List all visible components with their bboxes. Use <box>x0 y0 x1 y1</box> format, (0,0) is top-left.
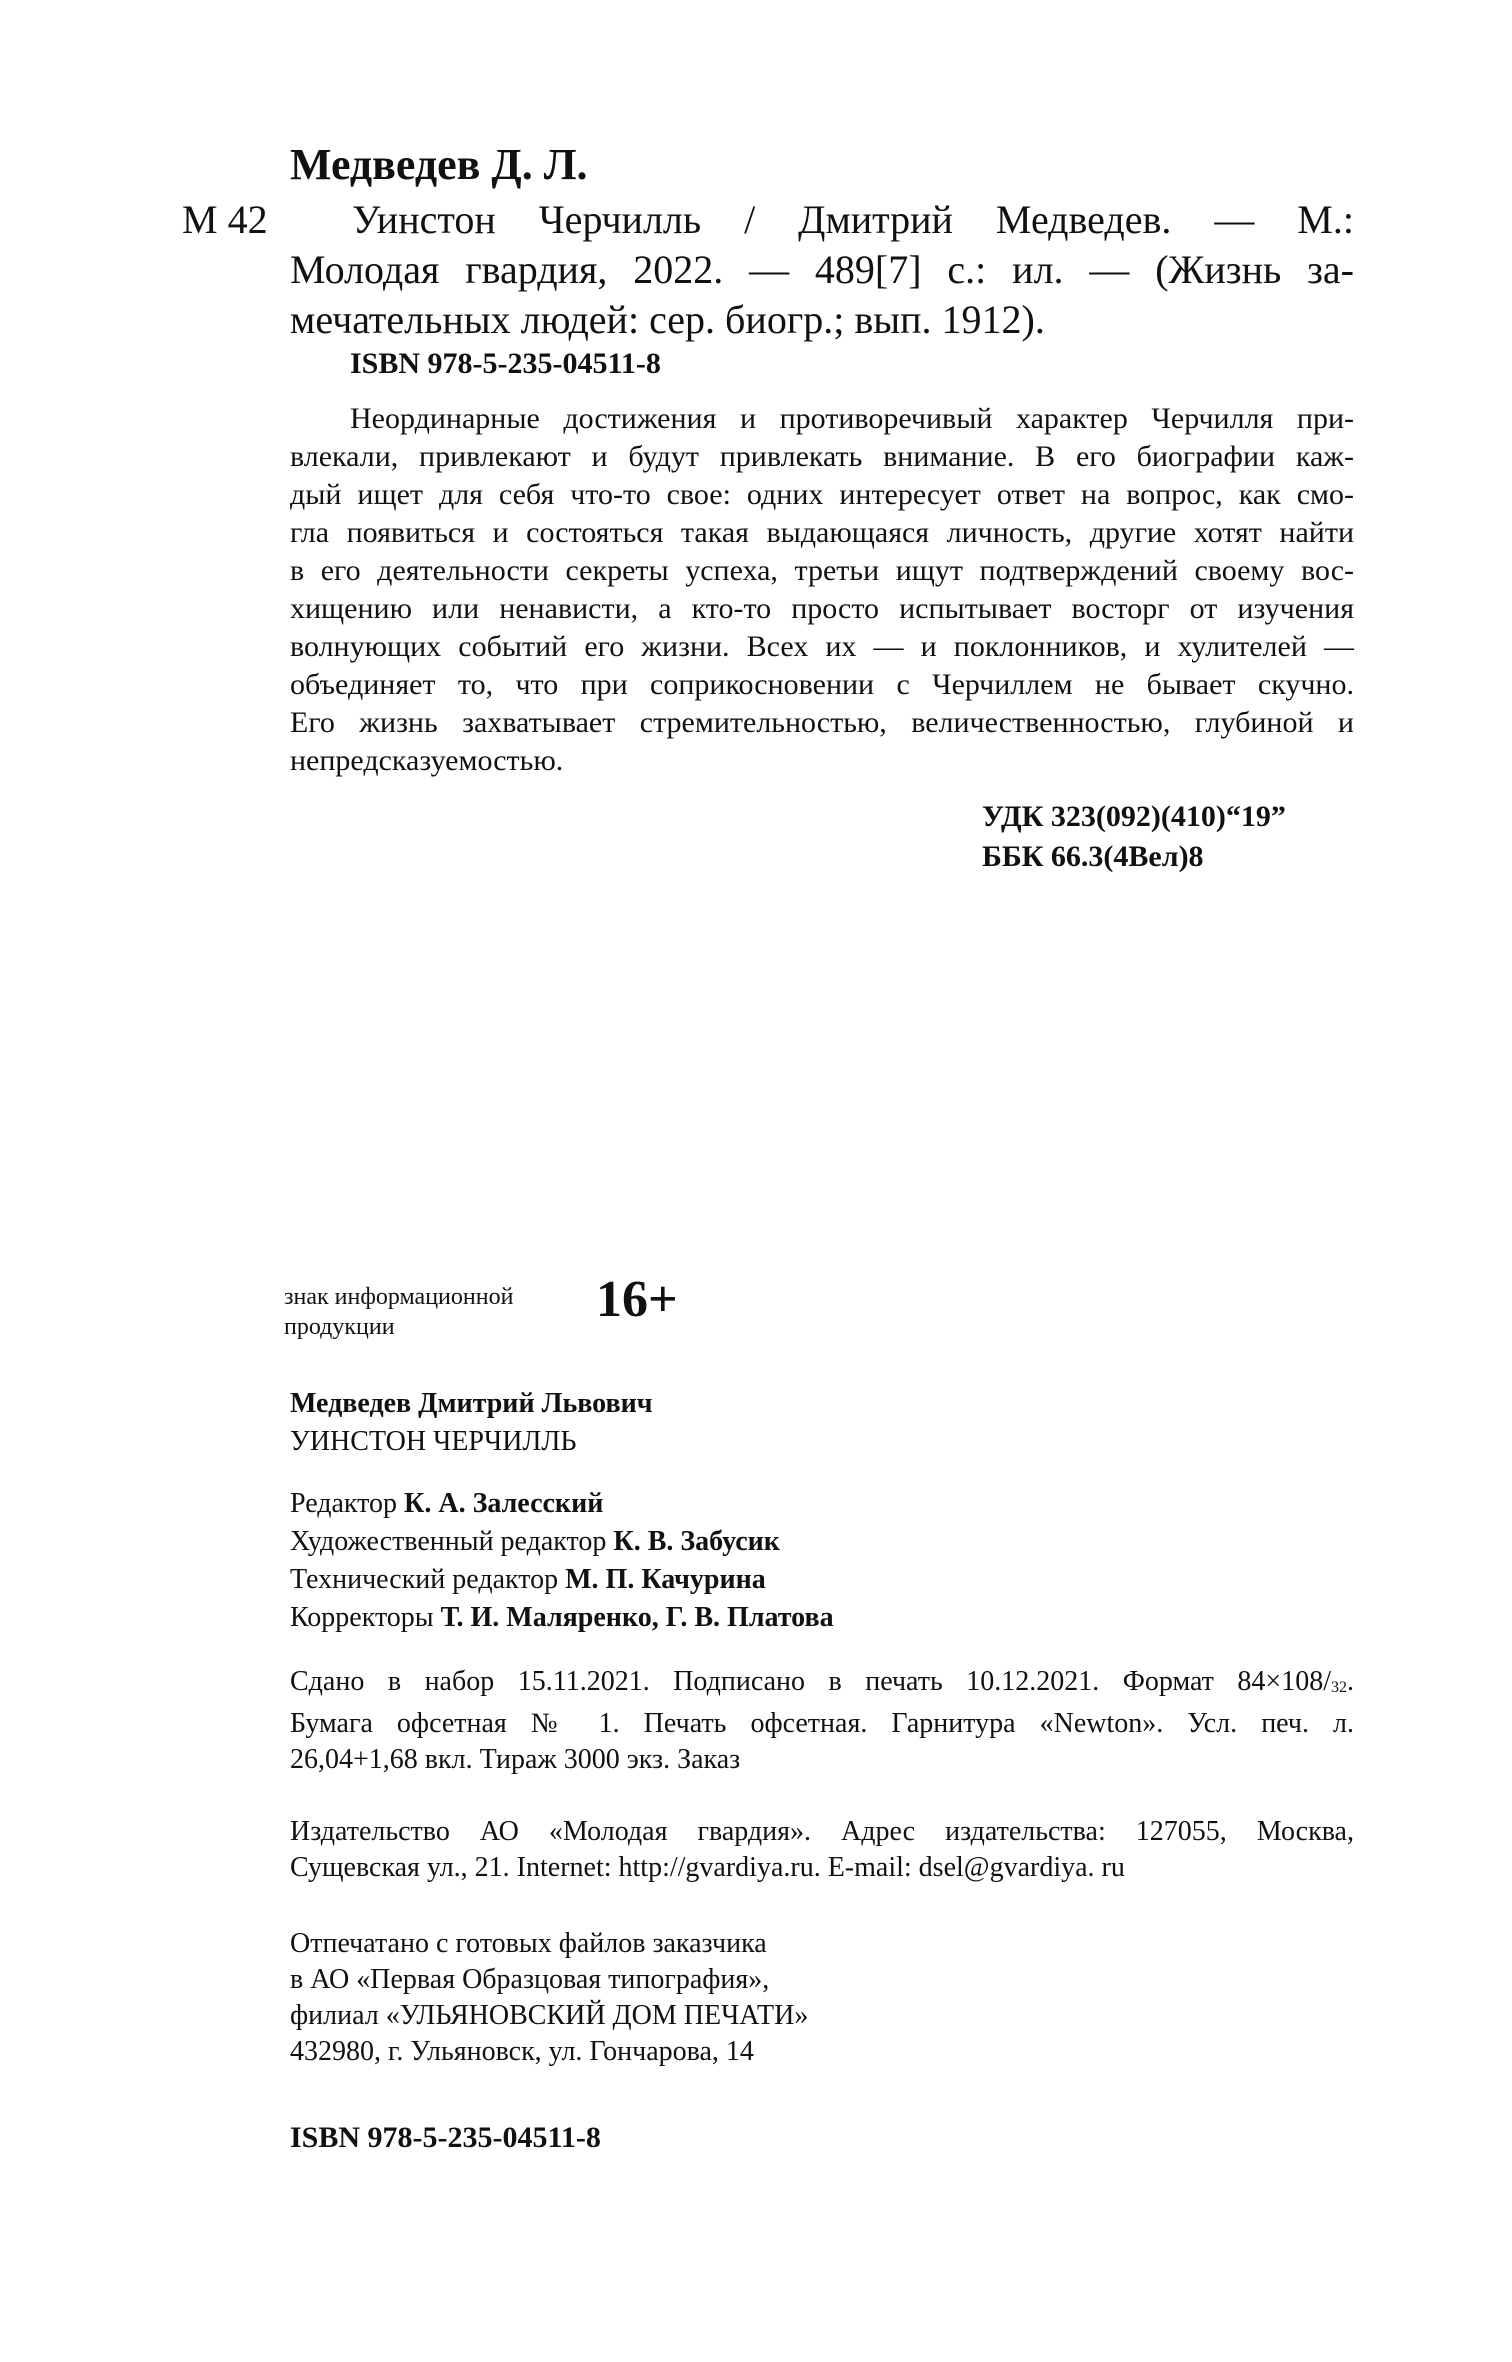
abstract-line: волнующих событий его жизни. Всех их — и поклонников, и хулителей — <box>290 630 1354 663</box>
print-details-line-2: Бумага офсетная № 1. Печать офсетная. Гарнитура «Newton». Усл. печ. л. <box>290 1708 1354 1739</box>
credit-role: Корректоры <box>290 1602 441 1633</box>
printer-line: Отпечатано с готовых файлов заказчика <box>290 1928 767 1959</box>
print-details <box>290 1664 1354 1778</box>
age-sign-label-line-2: продукции <box>284 1314 395 1340</box>
credit-name: М. П. Качурина <box>565 1564 766 1595</box>
publisher-info <box>290 1814 1354 1886</box>
colophon-title: УИНСТОН ЧЕРЧИЛЛЬ <box>290 1426 577 1457</box>
abstract-line: в его деятельности секреты успеха, третьи ищут подтверждений своему вос- <box>290 554 1354 587</box>
credit-role: Редактор <box>290 1488 405 1519</box>
printer-line: филиал «УЛЬЯНОВСКИЙ ДОМ ПЕЧАТИ» <box>290 2000 809 2031</box>
catalog-code: М 42 <box>182 197 268 242</box>
printer-line: в АО «Первая Образцовая типография», <box>290 1964 770 1995</box>
credit-name: К. В. Забусик <box>613 1526 780 1557</box>
print-format-text: Сдано в набор 15.11.2021. Подписано в печать 10.12.2021. Формат 84×108/ <box>290 1666 1331 1697</box>
abstract-line: объединяет то, что при соприкосновении с Черчиллем не бывает скучно. <box>290 668 1354 701</box>
abstract-line: гла появиться и состояться такая выдающаяся личность, другие хотят найти <box>290 516 1354 549</box>
colophon-author: Медведев Дмитрий Львович <box>290 1388 653 1419</box>
abstract-line: хищению или ненависти, а кто-то просто испытывает восторг от изучения <box>290 592 1354 625</box>
catalog-line-2: Молодая гвардия, 2022. — 489[7] с.: ил. — (Жизнь за- <box>290 247 1354 292</box>
age-sign-label <box>284 1282 513 1342</box>
abstract-line: Его жизнь захватывает стремительностью, величественностью, глубиной и <box>290 706 1354 739</box>
credit-name: К. А. Залесский <box>404 1488 604 1519</box>
print-format-subscript: 32 <box>1331 1679 1347 1696</box>
printer-line: 432980, г. Ульяновск, ул. Гончарова, 14 <box>290 2036 754 2067</box>
abstract-line: Неординарные достижения и противоречивый характер Черчилля при- <box>350 402 1354 435</box>
abstract-line: влекали, привлекают и будут привлекать внимание. В его биографии каж- <box>290 440 1354 473</box>
print-details-line-3: 26,04+1,68 вкл. Тираж 3000 экз. Заказ <box>290 1744 741 1775</box>
catalog-line-1: Уинстон Черчилль / Дмитрий Медведев. — М.: <box>352 197 1354 242</box>
credit-editor <box>290 1486 603 1522</box>
credit-art-editor <box>290 1524 780 1560</box>
bbk-code: ББК 66.3(4Вел)8 <box>982 840 1204 873</box>
printer-info <box>290 1926 808 2070</box>
credit-tech-editor <box>290 1562 766 1598</box>
catalog-isbn: ISBN 978-5-235-04511-8 <box>350 347 661 380</box>
print-format-end: . <box>1347 1666 1354 1697</box>
credit-proofreaders <box>290 1600 834 1636</box>
credit-role: Художественный редактор <box>290 1526 614 1557</box>
abstract-line: непредсказуемостью. <box>290 744 564 777</box>
publisher-line-2: Сущевская ул., 21. Internet: http://gvardiya.ru. E-mail: dsel@gvardiya. ru <box>290 1852 1125 1883</box>
udc-code: УДК 323(092)(410)“19” <box>982 800 1286 833</box>
print-details-line-1 <box>290 1664 1354 1706</box>
credit-name: Т. И. Маляренко, Г. В. Платова <box>440 1602 834 1633</box>
catalog-line-3: мечательных людей: сер. биогр.; вып. 1912). <box>290 297 1045 342</box>
abstract <box>290 400 1354 780</box>
colophon-isbn: ISBN 978-5-235-04511-8 <box>290 2121 601 2154</box>
catalog-author-heading: Медведев Д. Л. <box>290 140 588 189</box>
credit-role: Технический редактор <box>290 1564 566 1595</box>
age-rating: 16+ <box>596 1271 678 1328</box>
abstract-line: дый ищет для себя что-то свое: одних интересует ответ на вопрос, как смо- <box>290 478 1354 511</box>
publisher-line-1: Издательство АО «Молодая гвардия». Адрес издательства: 127055, Москва, <box>290 1816 1354 1847</box>
age-sign-label-line-1: знак информационной <box>284 1284 514 1310</box>
